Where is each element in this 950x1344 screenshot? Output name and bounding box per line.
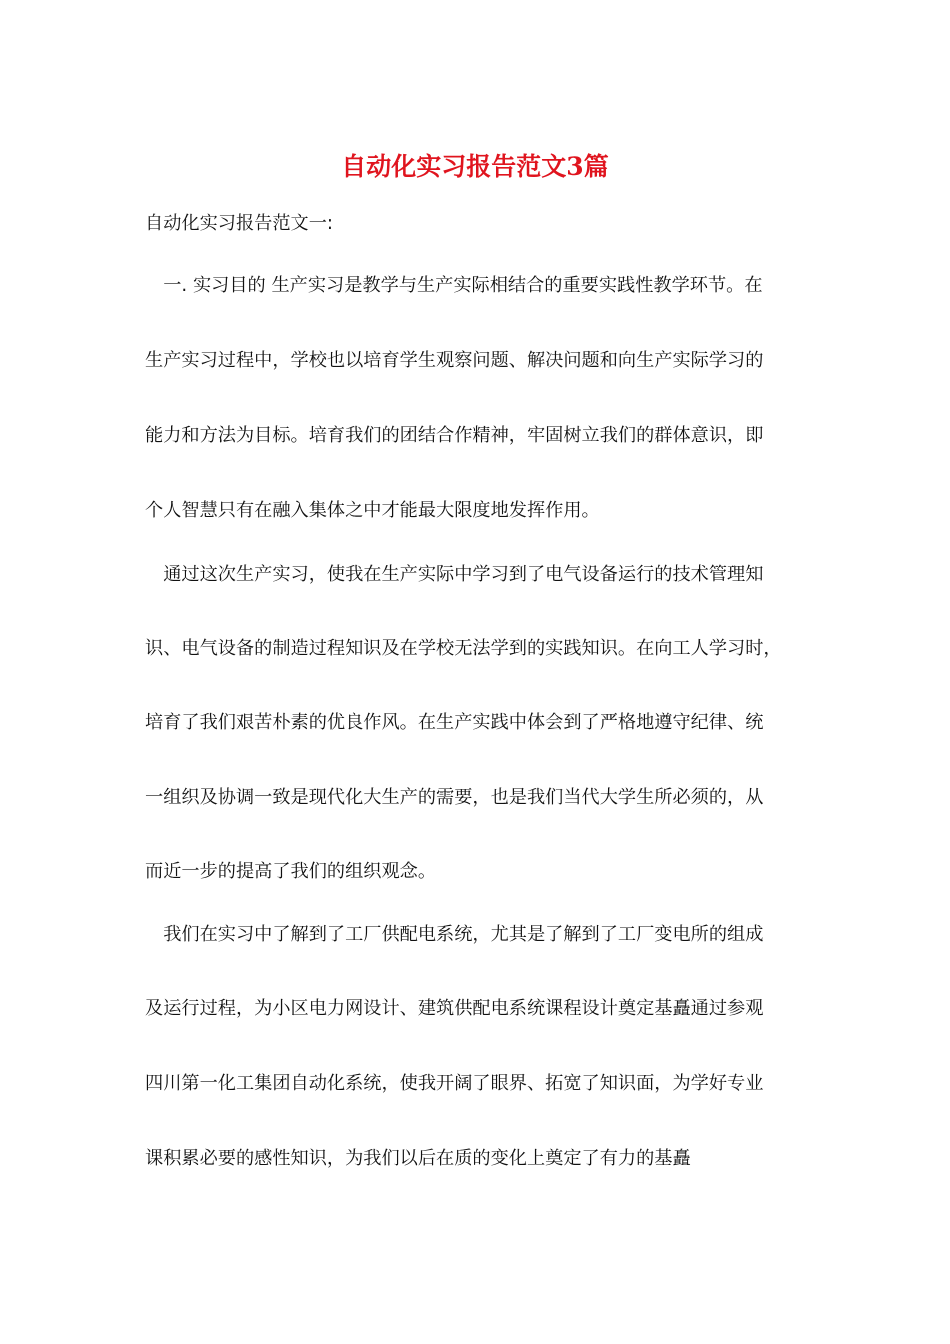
section-heading: 自动化实习报告范文一:	[145, 213, 334, 234]
paragraph-line: 及运行过程，为小区电力网设计、建筑供配电系统课程设计奠定基矗通过参观	[145, 998, 764, 1019]
paragraph-line: 我们在实习中了解到了工厂供配电系统，尤其是了解到了工厂变电所的组成	[145, 924, 764, 945]
paragraph-line: 一组织及协调一致是现代化大生产的需要，也是我们当代大学生所必须的，从	[145, 787, 764, 808]
paragraph-line: 个人智慧只有在融入集体之中才能最大限度地发挥作用。	[145, 500, 600, 521]
paragraph-line: 而近一步的提高了我们的组织观念。	[145, 861, 437, 882]
paragraph-line: 生产实习过程中，学校也以培育学生观察问题、解决问题和向生产实际学习的	[145, 350, 764, 371]
paragraph-line: 识、电气设备的制造过程知识及在学校无法学到的实践知识。在向工人学习时，	[145, 638, 782, 659]
paragraph-line: 一. 实习目的 生产实习是教学与生产实际相结合的重要实践性教学环节。在	[145, 275, 763, 296]
document-title: 自动化实习报告范文3篇	[341, 152, 609, 181]
paragraph-line: 培育了我们艰苦朴素的优良作风。在生产实践中体会到了严格地遵守纪律、统	[145, 712, 764, 733]
paragraph-line: 通过这次生产实习，使我在生产实际中学习到了电气设备运行的技术管理知	[145, 564, 764, 585]
paragraph-line: 四川第一化工集团自动化系统，使我开阔了眼界、拓宽了知识面，为学好专业	[145, 1073, 764, 1094]
paragraph-line: 能力和方法为目标。培育我们的团结合作精神，牢固树立我们的群体意识，即	[145, 425, 764, 446]
paragraph-line: 课积累必要的感性知识，为我们以后在质的变化上奠定了有力的基矗	[145, 1148, 691, 1169]
